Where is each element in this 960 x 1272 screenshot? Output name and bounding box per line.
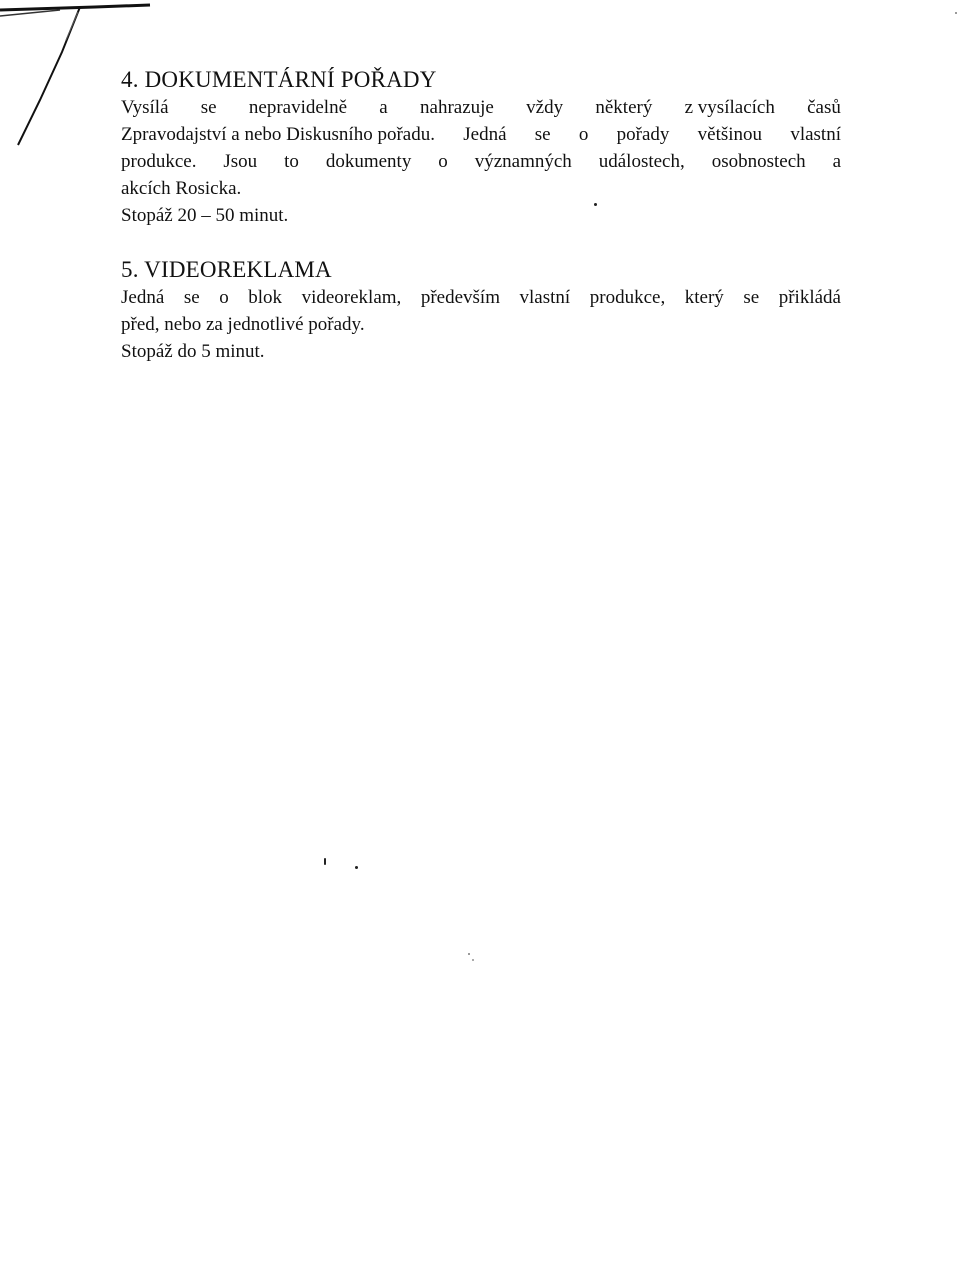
word: vždy <box>526 97 564 118</box>
scan-speck <box>355 866 358 869</box>
paragraph-line <box>121 94 841 121</box>
word: Jsou <box>223 151 258 172</box>
section-dokumentarni-porady <box>121 66 841 229</box>
word: přikládá <box>778 287 841 308</box>
scan-speck <box>468 953 470 955</box>
word: blok <box>248 287 283 308</box>
scan-speck <box>955 12 957 14</box>
paragraph-line <box>121 121 841 148</box>
word: se <box>743 287 760 308</box>
word: se <box>534 124 551 145</box>
paragraph-last-line: akcích Rosicka. <box>121 178 242 199</box>
word: se <box>200 97 217 118</box>
word: z vysílacích <box>684 97 775 118</box>
word: produkce. <box>121 151 197 172</box>
word: který <box>684 287 724 308</box>
scan-speck <box>324 858 326 865</box>
word: a <box>379 97 388 118</box>
paragraph-line <box>121 284 841 311</box>
word: časů <box>807 97 841 118</box>
word: Jedná <box>121 287 165 308</box>
word: Zpravodajství a nebo Diskusního pořadu. <box>121 124 435 145</box>
word: osobnostech <box>711 151 806 172</box>
word: pořady <box>616 124 670 145</box>
word: vlastní <box>519 287 571 308</box>
word: produkce, <box>589 287 666 308</box>
word: především <box>420 287 500 308</box>
word: o <box>219 287 229 308</box>
word: Vysílá <box>121 97 169 118</box>
word: vlastní <box>790 124 841 145</box>
word: a <box>832 151 841 172</box>
scan-speck <box>594 203 597 206</box>
word: událostech, <box>598 151 685 172</box>
section-videoreklama <box>121 256 841 365</box>
paragraph-line <box>121 148 841 175</box>
section-heading: 4. DOKUMENTÁRNÍ POŘADY <box>121 67 437 92</box>
document-body <box>121 66 841 365</box>
word: nahrazuje <box>420 97 494 118</box>
duration-text: Stopáž do 5 minut. <box>121 341 265 362</box>
section-heading: 5. VIDEOREKLAMA <box>121 257 332 282</box>
word: Jedná <box>463 124 507 145</box>
word: videoreklam, <box>301 287 402 308</box>
word: o <box>438 151 448 172</box>
scan-speck <box>472 959 474 961</box>
word: některý <box>595 97 653 118</box>
paragraph-last-line: před, nebo za jednotlivé pořady. <box>121 314 365 335</box>
duration-text: Stopáž 20 – 50 minut. <box>121 205 289 226</box>
word: dokumenty <box>325 151 412 172</box>
word: o <box>578 124 589 145</box>
word: se <box>183 287 200 308</box>
word: nepravidelně <box>248 97 348 118</box>
word: významných <box>474 151 572 172</box>
word: to <box>284 151 299 172</box>
word: většinou <box>697 124 763 145</box>
